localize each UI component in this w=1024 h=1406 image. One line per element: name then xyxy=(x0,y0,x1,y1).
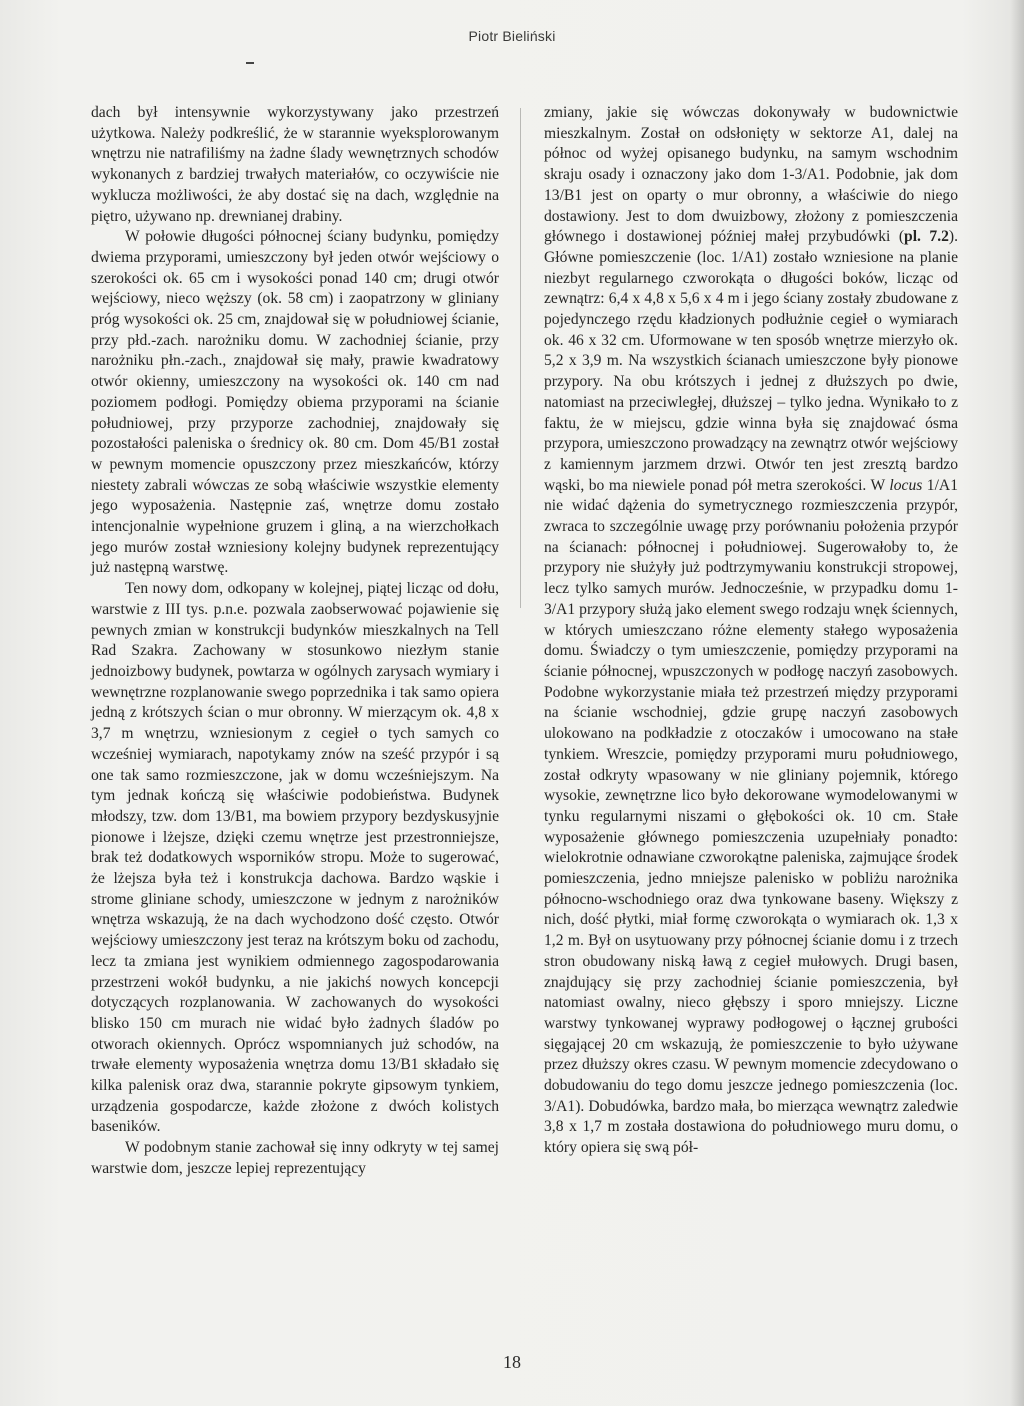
left-text-column xyxy=(91,103,499,1180)
paragraph xyxy=(544,103,958,1159)
stray-mark xyxy=(246,62,254,64)
text-run: zmiany, jakie się wówczas dokonywały w budownictwie mieszkalnym. Został on odsłonięty w sektorze A1, dalej na północ od wyżej opisanego budynku, na samym wschodnim skraju osady i oznaczony jako dom 1-3/A1. Podobnie, jak dom 13/B1 jest on oparty o mur obronny, a właściwie do niego dostawiony. Jest to dom dwuizbowy, złożony z pomieszczenia głównego i dostawionej później małej przybudówki ( xyxy=(544,104,958,246)
column-divider xyxy=(520,108,521,608)
page-number: 18 xyxy=(503,1352,521,1372)
page-edge-shadow xyxy=(1010,0,1024,1406)
text-run: 1/A1 nie widać dążenia do symetrycznego rozmieszczenia przypór, zwraca to szczególnie uwagę przy porównaniu położenia przypór na ścianach: północnej i południowej. Sugerowałoby to, że przypory nie służyły już podtrzymywaniu konstrukcji stropowej, lecz tylko samych murów. Jednocześnie, w przypadku domu 1-3/A1 przypory służą jako element swego rodzaju wnęk ściennych, w których umieszczano różne elementy stałego wyposażenia domu. Świadczy o tym umieszczenie, pomiędzy przyporami na ścianie północnej, wpuszczonych w podłogę naczyń zasobowych. Podobne wykorzystanie miała też przestrzeń między przyporami na ścianie wschodniej, gdzie grupę naczyń zasobowych ulokowano na podkładzie z otoczaków i umocowano na stałe tynkiem. Wreszcie, pomiędzy przyporami muru południowego, został odkryty wpasowany w nie gliniany pojemnik, którego wysokie, zewnętrzne lico było dekorowane wymodelowanymi w tynku regularnymi niszami o głębokości ok. 10 cm. Stałe wyposażenie głównego pomieszczenia uzupełniały ponadto: wielokrotnie odnawiane czworokątne paleniska, zajmujące środek pomieszczenia, jedno mniejsze palenisko w pobliżu narożnika północno-wschodniego oraz dwa tynkowane baseny. Większy z nich, dość płytki, miał formę czworokąta o wymiarach ok. 1,3 x 1,2 m. Był on usytuowany przy północnej ścianie domu i z trzech stron obudowany niską ławą z cegieł mułowych. Drugi basen, znajdujący się przy zachodniej ścianie pomieszczenia, był natomiast owalny, nieco głębszy i sporo mniejszy. Liczne warstwy tynkowanej wyprawy podłogowej o łącznej grubości sięgającej 20 cm wskazują, że pomieszczenie to było używane przez dłuższy okres czasu. W pewnym momencie zdecydowano o dobudowaniu do tego domu jeszcze jednego pomieszczenia (loc. 3/A1). Dobudówka, bardzo mała, bo mierząca wewnątrz zaledwie 3,8 x 1,7 m została dostawiona do południowego muru domu, o który opiera się swą pół- xyxy=(544,476,958,1157)
italic-term: locus xyxy=(889,476,923,494)
right-text-column xyxy=(544,103,958,1159)
paragraph: W podobnym stanie zachował się inny odkryty w tej samej warstwie dom, jeszcze lepiej reprezentujący xyxy=(91,1139,499,1177)
paragraph: dach był intensywnie wykorzystywany jako przestrzeń użytkowa. Należy podkreślić, że w starannie wyeksplorowanym wnętrzu nie natrafiliśmy na żadne ślady wewnętrznych schodów wykonanych z bardziej trwałych materiałów, co oczywiście nie wyklucza możliwości, że aby dostać się na dach, względnie na piętro, używano np. drewnianej drabiny. xyxy=(91,104,499,225)
paragraph: Ten nowy dom, odkopany w kolejnej, piątej licząc od dołu, warstwie z III tys. p.n.e. pozwala zaobserwować pojawienie się pewnych zmian w konstrukcji budynków mieszkalnych na Tell Rad Szakra. Zachowany w stosunkowo niezłym stanie jednoizbowy budynek, powtarza w ogólnych zarysach wymiary i wewnętrzne rozplanowanie swego poprzednika i tak samo opiera jedną z krótszych ścian o mur obronny. W mierzącym ok. 4,8 x 3,7 m wnętrzu, wzniesionym z cegieł o tych samych co wcześniej wymiarach, napotykamy znów na sześć przypór i są one tak samo rozmieszczone, jak w domu wcześniejszym. Na tym jednak kończą się właściwie podobieństwa. Budynek młodszy, tzw. dom 13/B1, ma bowiem przypory bezdyskusyjnie pionowe i lżejsze, dzięki czemu wnętrze jest przestronniejsze, brak też dodatkowych wsporników stropu. Może to sugerować, że lżejsza była też i konstrukcja dachowa. Bardzo wąskie i strome gliniane schody, umieszczone w jednym z narożników wnętrza wskazują, że na dach wychodzono dość często. Otwór wejściowy umieszczony jest teraz na krótszym boku od zachodu, lecz ta zmiana jest wynikiem odmiennego zagospodarowania przestrzeni wokół budynku, a nie jakichś nowych koncepcji dotyczących rozplanowania. W zachowanych do wysokości blisko 150 cm murach nie widać było żadnych śladów po otworach okiennych. Oprócz wspomnianych już schodów, na trwałe elementy wyposażenia wnętrza domu 13/B1 składało się kilka palenisk oraz dwa, starannie pokryte gipsowym tynkiem, urządzenia gospodarcze, każde złożone z dwóch kolistych baseników. xyxy=(91,580,499,1136)
plate-reference: pl. 7.2 xyxy=(904,228,949,246)
running-header-author: Piotr Bieliński xyxy=(468,28,556,44)
text-run: ). Główne pomieszczenie (loc. 1/A1) zostało wzniesione na planie niezbyt regularnego czworokąta o długości boków, licząc od zewnątrz: 6,4 x 4,8 x 5,6 x 4 m i jego ściany zostały zbudowane z pojedynczego rzędu kładzionych podłużnie cegieł o wymiarach ok. 46 x 32 cm. Uformowane w ten sposób wnętrze mierzyło ok. 5,2 x 3,9 m. Na wszystkich ścianach umieszczone były pionowe przypory. Na obu krótszych i jednej z dłuższych po dwie, natomiast na przeciwległej, dłuższej – tylko jedna. Wynikało to z faktu, że w miejscu, gdzie winna była się znajdować ósma przypora, umieszczono prowadzący na zewnątrz otwór wejściowy z kamiennym jarzmem drzwi. Otwór ten jest zresztą bardzo wąski, bo ma niewiele ponad pół metra szerokości. W xyxy=(544,228,959,494)
paragraph: W połowie długości północnej ściany budynku, pomiędzy dwiema przyporami, umieszczony był jeden otwór wejściowy o szerokości ok. 65 cm i wysokości ponad 140 cm; drugi otwór wejściowy, nieco węższy (ok. 58 cm) i zaopatrzony w gliniany próg wysokości ok. 25 cm, znajdował się w południowej ścianie, przy płd.-zach. narożniku domu. W zachodniej ścianie, przy narożniku płn.-zach., znajdował się mały, prawie kwadratowy otwór okienny, umieszczony na wysokości ok. 140 cm nad poziomem podłogi. Pomiędzy obiema przyporami na ścianie południowej, przy przyporze zachodniej, znajdowały się pozostałości paleniska o średnicy ok. 80 cm. Dom 45/B1 został w pewnym momencie opuszczony przez mieszkańców, którzy niestety zabrali wówczas ze sobą właściwie wszystkie elementy jego wyposażenia. Następnie zaś, wnętrze domu zostało intencjonalnie wypełnione gruzem i gliną, a na wierzchołkach jego murów został wzniesiony kolejny budynek reprezentujący już następną warstwę. xyxy=(91,228,499,577)
